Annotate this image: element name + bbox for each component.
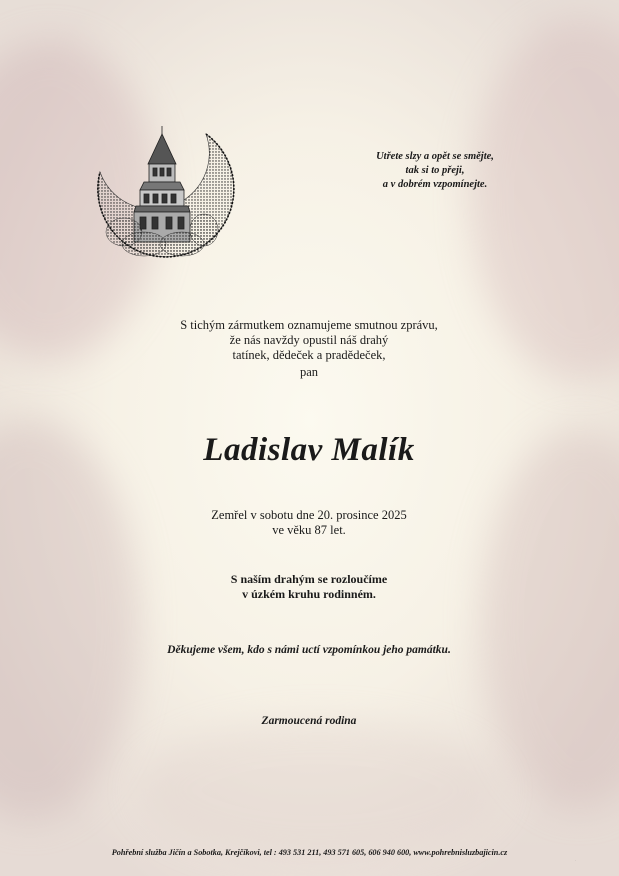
funeral-service-footer: Pohřební služba Jičín a Sobotka, Krejčíkovi, tel : 493 531 211, 493 571 605, 606 940 600, www.pohrebnisluzbajicin.cz <box>111 848 508 857</box>
death-info <box>180 508 438 538</box>
announcement-line: že nás navždy opustil náš drahý <box>229 333 389 347</box>
background-tree-right-top <box>470 20 619 380</box>
print-mark: · <box>575 858 577 863</box>
signature-text: Zarmoucená rodina <box>261 715 357 727</box>
background-tree-left-bottom <box>0 420 140 820</box>
deceased-name: Ladislav Malík <box>203 432 415 468</box>
farewell-line: v úzkém kruhu rodinném. <box>242 587 376 601</box>
farewell-text <box>160 572 458 602</box>
castle-tower-in-crescent-icon <box>86 112 238 262</box>
announcement-line: S tichým zármutkem oznamujeme smutnou zprávu, <box>180 318 438 332</box>
background-path <box>140 720 500 860</box>
farewell-line: S naším drahým se rozloučíme <box>230 572 388 586</box>
background-tree-right-bottom <box>480 430 619 810</box>
thanks-text: Děkujeme všem, kdo s námi uctí vzpomínkou jeho památku. <box>167 644 451 656</box>
death-info-line: Zemřel v sobotu dne 20. prosince 2025 <box>211 508 407 522</box>
announcement-line: tatínek, dědeček a pradědeček, <box>232 348 386 362</box>
motto-line: a v dobrém vzpomínejte. <box>382 179 488 190</box>
motto-quote <box>340 150 530 192</box>
announcement-text <box>150 318 468 380</box>
motto-line: tak si to přeji, <box>405 165 465 176</box>
death-info-line: ve věku 87 let. <box>272 523 346 537</box>
motto-line: Utřete slzy a opět se smějte, <box>376 151 494 162</box>
title-word: pan <box>299 365 319 379</box>
